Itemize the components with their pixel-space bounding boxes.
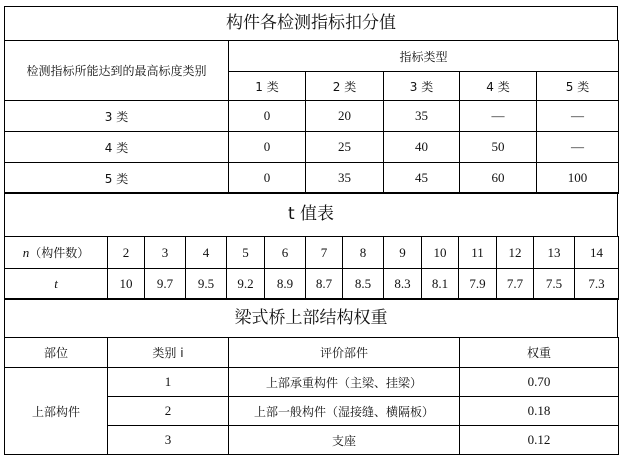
table-cell: 50 [460, 132, 537, 163]
n-value: 7 [306, 237, 343, 269]
t-value: 7.5 [534, 269, 575, 300]
header-component: 评价部件 [229, 338, 460, 368]
table-cell: — [460, 101, 537, 132]
section2-title: t 值表 [4, 192, 618, 237]
n-value: 4 [186, 237, 227, 269]
col-group-header: 指标类型 [229, 41, 619, 72]
deduction-table [4, 40, 619, 194]
table-row [5, 101, 619, 132]
t-value: 8.1 [422, 269, 459, 300]
col-header: 1 类 [229, 72, 306, 101]
n-value: 14 [575, 237, 619, 269]
category-cell: 3 [108, 426, 229, 455]
table-cell: 45 [384, 163, 460, 194]
t-value: 7.3 [575, 269, 619, 300]
table-cell: 0 [229, 163, 306, 194]
weight-cell: 0.70 [460, 368, 619, 397]
weight-cell: 0.18 [460, 397, 619, 426]
t-value: 8.3 [384, 269, 422, 300]
n-label-var: n [22, 245, 30, 260]
t-value: 7.9 [459, 269, 497, 300]
table-row [5, 132, 619, 163]
weight-cell: 0.12 [460, 426, 619, 455]
row-label: 4 类 [5, 132, 229, 163]
table-row [5, 368, 619, 397]
n-value: 3 [145, 237, 186, 269]
n-value: 13 [534, 237, 575, 269]
header-weight: 权重 [460, 338, 619, 368]
t-value-table [4, 236, 619, 300]
component-cell: 上部一般构件（湿接缝、横隔板） [229, 397, 460, 426]
t-value: 10 [108, 269, 145, 300]
table-cell: 40 [384, 132, 460, 163]
header-category: 类别 i [108, 338, 229, 368]
n-value: 9 [384, 237, 422, 269]
col-header: 4 类 [460, 72, 537, 101]
t-value: 9.7 [145, 269, 186, 300]
part-cell: 上部构件 [5, 368, 108, 455]
table-cell: 20 [306, 101, 384, 132]
table-cell: 0 [229, 132, 306, 163]
table-row [5, 163, 619, 194]
table-cell: 35 [306, 163, 384, 194]
table-cell: 0 [229, 101, 306, 132]
table-cell: — [537, 132, 619, 163]
col-header: 2 类 [306, 72, 384, 101]
row-label: 3 类 [5, 101, 229, 132]
row-label: 5 类 [5, 163, 229, 194]
t-value: 7.7 [497, 269, 534, 300]
t-value: 9.5 [186, 269, 227, 300]
t-value: 8.7 [306, 269, 343, 300]
component-cell: 上部承重构件（主梁、挂梁） [229, 368, 460, 397]
n-label [5, 237, 108, 269]
table-cell: 100 [537, 163, 619, 194]
weight-table [4, 337, 619, 455]
n-row [5, 237, 619, 269]
table-cell: 25 [306, 132, 384, 163]
section3-title: 梁式桥上部结构权重 [4, 298, 618, 338]
component-cell: 支座 [229, 426, 460, 455]
n-value: 6 [265, 237, 306, 269]
table-cell: — [537, 101, 619, 132]
t-value: 8.5 [343, 269, 384, 300]
n-value: 8 [343, 237, 384, 269]
row-header: 检测指标所能达到的最高标度类别 [5, 41, 229, 101]
n-value: 5 [227, 237, 265, 269]
table-cell: 60 [460, 163, 537, 194]
section1-title: 构件各检测指标扣分值 [4, 6, 618, 41]
n-value: 2 [108, 237, 145, 269]
t-row [5, 269, 619, 300]
n-label-rest: （构件数） [29, 246, 90, 260]
n-value: 11 [459, 237, 497, 269]
category-cell: 2 [108, 397, 229, 426]
table-cell: 35 [384, 101, 460, 132]
n-value: 10 [422, 237, 459, 269]
col-header: 3 类 [384, 72, 460, 101]
header-part: 部位 [5, 338, 108, 368]
document-page [4, 6, 618, 454]
n-value: 12 [497, 237, 534, 269]
category-cell: 1 [108, 368, 229, 397]
t-value: 9.2 [227, 269, 265, 300]
col-header: 5 类 [537, 72, 619, 101]
t-value: 8.9 [265, 269, 306, 300]
t-label: t [5, 269, 108, 300]
